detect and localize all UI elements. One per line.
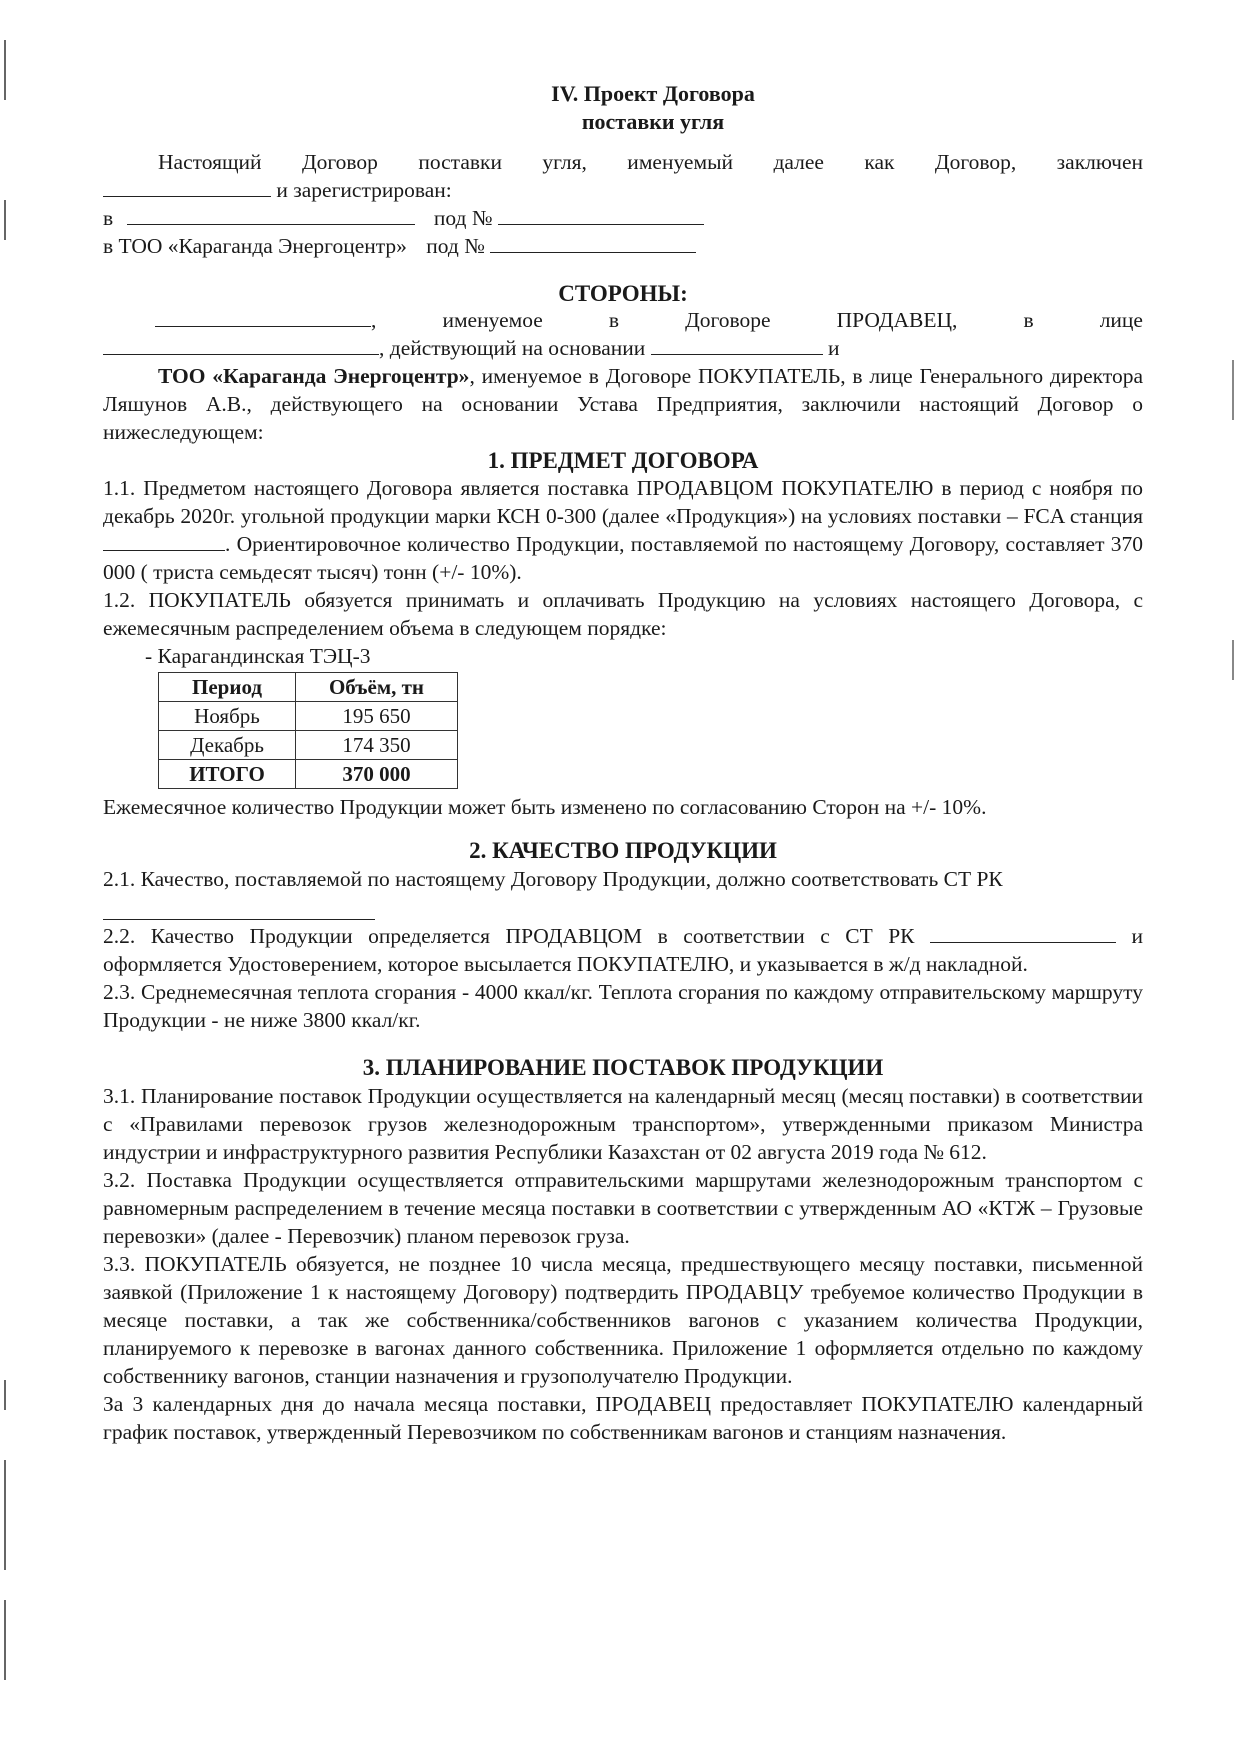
blank-seller: [155, 308, 371, 327]
intro-line: Настоящий Договор поставки угля, именуемый далее как Договор, заключен: [158, 150, 1143, 174]
parties-line: , действующий на основании и: [103, 334, 1143, 362]
scan-edge-mark: [4, 200, 6, 240]
clause-3-2: 3.2. Поставка Продукции осуществляется отправительскими маршрутами железнодорожным транспортом с равномерным распределением в течение месяца поставки в соответствии с утвержденным АО «КТЖ – Грузовые перевозки» (далее - Перевозчик) планом перевозок груза.: [103, 1168, 1143, 1248]
blank-representative: [103, 336, 379, 355]
clause-3-3-schedule: За 3 календарных дня до начала месяца поставки, ПРОДАВЕЦ предоставляет ПОКУПАТЕЛЮ календарный график поставок, утвержденный Перевозчиком по собственникам вагонов и станциям назначения.: [103, 1392, 1143, 1444]
section-1: [103, 474, 1143, 821]
blank-registry: [127, 206, 415, 225]
clause-2-2: 2.2. Качество Продукции определяется ПРОДАВЦОМ в соответствии с СТ РК и оформляется Удостоверением, которое высылается ПОКУПАТЕЛЮ, и указывается в ж/д накладной.: [103, 924, 1144, 976]
volume-table: [158, 672, 458, 789]
blank-date: [103, 178, 271, 197]
blank-station: [103, 532, 225, 551]
intro-line: в под №: [103, 204, 1143, 232]
table-header-row: [159, 673, 458, 702]
scan-edge-mark: [4, 40, 6, 100]
intro-block: [103, 148, 1143, 260]
blank-number: [498, 206, 704, 225]
table-total-label: ИТОГО: [159, 760, 296, 789]
scan-edge-mark: [4, 1460, 6, 1570]
contract-page: [103, 80, 1143, 1446]
buyer-paragraph: ТОО «Караганда Энергоцентр», именуемое в Договоре ПОКУПАТЕЛЬ, в лице Генерального директора Ляшунов А.В., действующего на основании Устава Предприятия, заключили настоящий Договор о нижеследующем:: [103, 364, 1143, 444]
clause-3-3: 3.3. ПОКУПАТЕЛЬ обязуется, не позднее 10 числа месяца, предшествующего месяцу поставки, письменной заявкой (Приложение 1 к настоящему Договору) подтвердить ПРОДАВЦУ требуемое количество Продукции в месяце поставки, а так же собственника/собственников вагонов с указанием количества Продукции, планируемого к перевозке в вагонах данного собственника. Приложение 1 оформляется отдельно по каждому собственнику вагонов, станции назначения и грузополучателю Продукции.: [103, 1252, 1143, 1388]
table-total-value: 370 000: [296, 760, 458, 789]
scan-edge-mark: [4, 1380, 6, 1410]
after-table-note: Ежемесячное количество Продукции может быть изменено по согласованию Сторон на +/- 10%.: [103, 795, 987, 819]
scan-edge-mark: [4, 1600, 6, 1680]
clause-2-1: 2.1. Качество, поставляемой по настоящему Договору Продукции, должно соответствовать СТ РК: [103, 867, 1003, 891]
station-name: - Карагандинская ТЭЦ-3: [145, 644, 371, 668]
intro-line: в ТОО «Караганда Энергоцентр» под №: [103, 232, 1143, 260]
clause-1-2: 1.2. ПОКУПАТЕЛЬ обязуется принимать и оплачивать Продукцию на условиях настоящего Договора, с ежемесячным распределением объема в следующем порядке:: [103, 588, 1143, 640]
clause-2-3: 2.3. Среднемесячная теплота сгорания - 4000 ккал/кг. Теплота сгорания по каждому отправительскому маршруту Продукции - не ниже 3800 ккал/кг.: [103, 980, 1143, 1032]
table-cell-volume: 174 350: [296, 731, 458, 760]
section-3-heading: 3. ПЛАНИРОВАНИЕ ПОСТАВОК ПРОДУКЦИИ: [362, 1055, 884, 1080]
parties-line: , именуемое в Договоре ПРОДАВЕЦ, в лице: [103, 306, 1143, 334]
clause-1-1: 1.1. Предметом настоящего Договора является поставка ПРОДАВЦОМ ПОКУПАТЕЛЮ в период с ноября по декабрь 2020г. угольной продукции марки КСН 0-300 (далее «Продукция») на условиях поставки – FCA станция . Ориентировочное количество Продукции, поставляемой по настоящему Договору, составляет 370 000 ( триста семьдесят тысяч) тонн (+/- 10%).: [103, 476, 1143, 584]
blank-number: [490, 234, 696, 253]
table-row: [159, 731, 458, 760]
section-2-heading: 2. КАЧЕСТВО ПРОДУКЦИИ: [469, 838, 777, 863]
table-cell-period: Декабрь: [159, 731, 296, 760]
blank-basis: [651, 336, 823, 355]
table-cell-volume: 195 650: [296, 702, 458, 731]
table-header-volume: Объём, тн: [296, 673, 458, 702]
intro-line: и зарегистрирован:: [103, 176, 1143, 204]
scan-edge-mark: [1232, 640, 1234, 680]
parties-heading: СТОРОНЫ:: [558, 281, 688, 306]
document-subtitle: поставки угля: [581, 109, 725, 134]
document-title: IV. Проект Договора: [551, 81, 755, 106]
table-header-period: Период: [159, 673, 296, 702]
blank-standard: [103, 893, 375, 920]
table-total-row: [159, 760, 458, 789]
table-cell-period: Ноябрь: [159, 702, 296, 731]
scan-edge-mark: [1232, 360, 1234, 420]
blank-standard-2: [930, 924, 1116, 943]
table-row: [159, 702, 458, 731]
section-1-heading: 1. ПРЕДМЕТ ДОГОВОРА: [487, 448, 759, 473]
clause-3-1: 3.1. Планирование поставок Продукции осуществляется на календарный месяц (месяц поставки) в соответствии с «Правилами перевозок грузов железнодорожным транспортом», утвержденными приказом Министра индустрии и инфраструктурного развития Республики Казахстан от 02 августа 2019 года № 612.: [103, 1084, 1143, 1164]
section-3: [103, 1082, 1143, 1446]
parties-block: [103, 306, 1143, 446]
section-2: [103, 865, 1143, 1034]
